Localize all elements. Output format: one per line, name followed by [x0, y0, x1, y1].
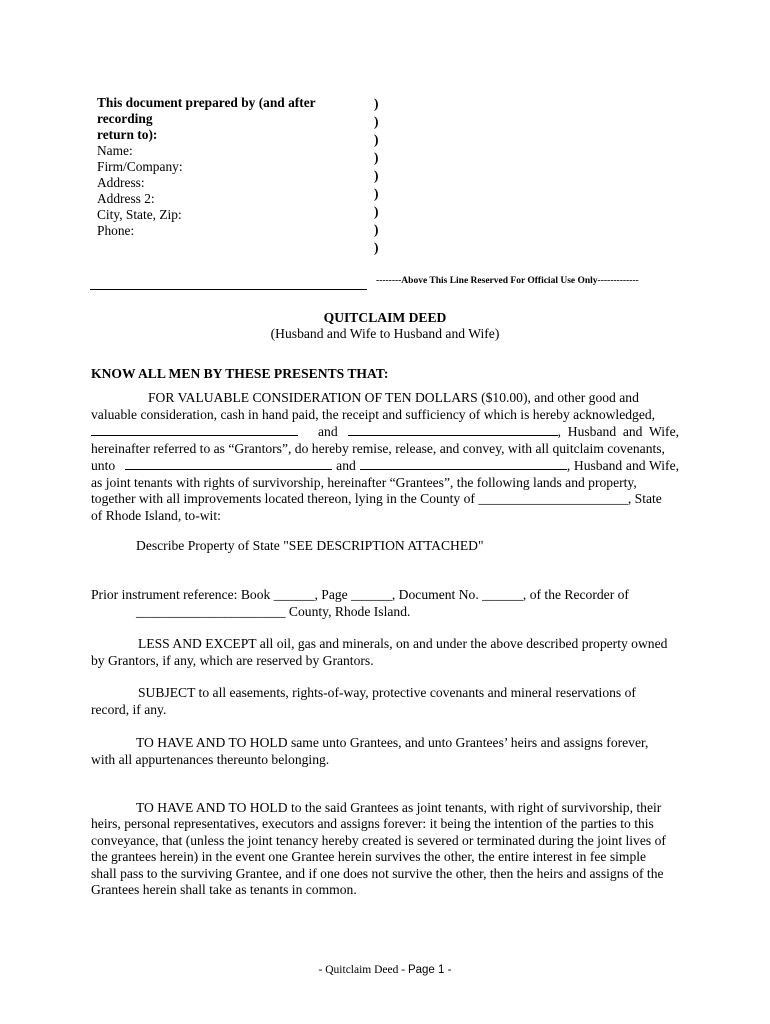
husband-wife-text: , Husband and Wife,	[566, 458, 679, 473]
document-title: QUITCLAIM DEED	[323, 310, 447, 325]
field-name-label: Name:	[97, 143, 133, 158]
property-description: Describe Property of State "SEE DESCRIPTION ATTACHED"	[136, 538, 484, 553]
grantee-names-line	[91, 457, 679, 475]
husband-wife-text: , Husband and Wife,	[557, 424, 679, 439]
footer-doc-name: - Quitclaim Deed -	[318, 964, 408, 976]
official-use-line: --------Above This Line Reserved For Official Use Only-------------	[376, 276, 639, 286]
paren: )	[374, 222, 379, 237]
prepared-heading-line2: return to):	[97, 127, 158, 142]
less-line-1: LESS AND EXCEPT all oil, gas and minerals, on and under the above described property owned	[138, 636, 668, 651]
less-and-except-paragraph	[91, 636, 679, 669]
hold2-line: conveyance, that (unless the joint tenancy hereby created is severed or terminated during the joint lives of	[91, 832, 666, 848]
paren: )	[374, 114, 379, 129]
hold1-line-1: TO HAVE AND TO HOLD same unto Grantees, and unto Grantees’ heirs and assigns forever,	[136, 735, 649, 750]
field-city-state-zip-label: City, State, Zip:	[97, 207, 182, 222]
hold2-line: heirs, personal representatives, executors and assigns forever: it being the intention of the parties to this	[91, 816, 654, 832]
know-all-men-heading: KNOW ALL MEN BY THESE PRESENTS THAT:	[91, 366, 389, 381]
paren: )	[374, 186, 379, 201]
paren: )	[374, 240, 379, 255]
subject-to-paragraph	[91, 685, 679, 718]
grantor-2-blank[interactable]	[348, 423, 558, 436]
paren: )	[374, 132, 379, 147]
prior-line-2: ______________________ County, Rhode Island.	[136, 603, 411, 619]
paren: )	[374, 204, 379, 219]
field-firm-label: Firm/Company:	[97, 159, 183, 174]
prepared-heading-line1: This document prepared by (and after recording	[97, 95, 316, 126]
hold2-line: Grantees herein shall take as tenants in common.	[91, 882, 357, 898]
paren: )	[374, 96, 379, 111]
consideration-paragraph	[91, 390, 679, 524]
footer-page-number: Page 1 -	[407, 964, 452, 976]
habendum-paragraph	[91, 735, 679, 768]
page-footer	[0, 964, 770, 976]
field-address2-label: Address 2:	[97, 191, 155, 206]
field-address-label: Address:	[97, 175, 145, 190]
grantor-1-blank[interactable]	[91, 423, 298, 436]
and-text: and	[318, 424, 338, 439]
less-line-2: by Grantors, if any, which are reserved by Grantors.	[91, 652, 374, 668]
grantor-names-line	[91, 423, 679, 441]
prior-line-1: Prior instrument reference: Book ______, Page ______, Document No. ______, of the Recorder of	[91, 587, 629, 602]
para-line: together with all improvements located thereon, lying in the County of ______________________, State	[91, 491, 662, 506]
and-text: and	[336, 458, 356, 473]
recording-signature-line	[90, 289, 367, 290]
prepared-by-block	[97, 95, 367, 239]
para-line: of Rhode Island, to-wit:	[91, 507, 221, 523]
para-line: hereinafter referred to as “Grantors”, do hereby remise, release, and convey, with all quitclaim covenants,	[91, 440, 665, 456]
paren: )	[374, 168, 379, 183]
para-line: as joint tenants with rights of survivorship, hereinafter “Grantees”, the following lands and property,	[91, 474, 637, 490]
hold2-line: the grantees herein) in the event one Grantee herein survives the other, the entire interest in fee simple	[91, 849, 647, 865]
hold1-line-2: with all appurtenances thereunto belonging.	[91, 751, 330, 767]
paren-column	[374, 95, 378, 257]
document-subtitle: (Husband and Wife to Husband and Wife)	[270, 326, 500, 341]
grantee-1-blank[interactable]	[125, 457, 332, 470]
subject-line-2: record, if any.	[91, 701, 167, 717]
subject-line-1: SUBJECT to all easements, rights-of-way, protective covenants and mineral reservations of	[138, 685, 636, 700]
grantee-2-blank[interactable]	[360, 457, 567, 470]
paren: )	[374, 150, 379, 165]
prior-instrument-reference	[91, 587, 679, 620]
joint-tenancy-paragraph	[91, 800, 679, 898]
para-line: valuable consideration, cash in hand paid, the receipt and sufficiency of which is hereby acknowledged,	[91, 406, 656, 422]
field-phone-label: Phone:	[97, 223, 135, 238]
unto-text: unto	[91, 458, 116, 473]
para-line: FOR VALUABLE CONSIDERATION OF TEN DOLLARS ($10.00), and other good and	[148, 390, 639, 405]
hold2-line: shall pass to the surviving Grantee, and if one does not survive the other, then the heirs and assigns of the	[91, 865, 664, 881]
hold2-line: TO HAVE AND TO HOLD to the said Grantees as joint tenants, with right of survivorship, their	[136, 800, 662, 815]
